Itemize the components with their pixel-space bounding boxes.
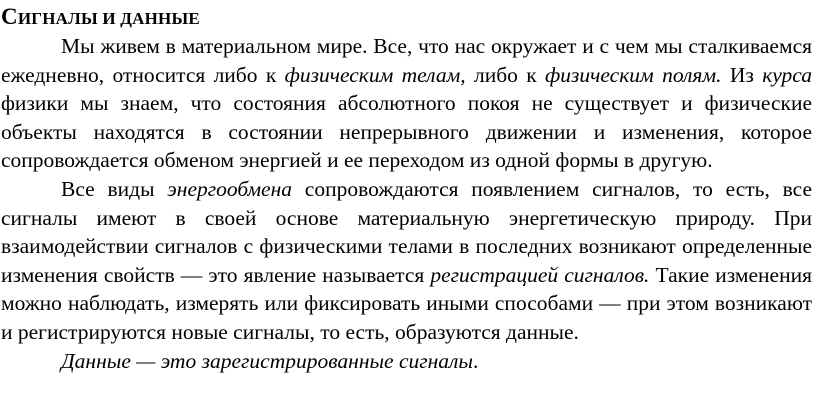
paragraph-signals-text-1: Все виды <box>61 176 168 201</box>
paragraph-intro-text-1: Мы живем в материальном мире. Все, что нас окружает и с чем мы сталкиваемся ежедневно, относится либо к <box>1 34 812 87</box>
paragraph-intro-text-2: либо к <box>465 62 546 87</box>
definition-period: . <box>473 348 479 373</box>
paragraph-intro-text-3: Из <box>721 62 763 87</box>
term-course: курса <box>762 62 812 87</box>
definition-line <box>1 347 812 376</box>
term-physical-bodies: физическим телам, <box>284 62 466 87</box>
section-heading <box>1 4 812 32</box>
term-energy-exchange: энергообмена <box>167 176 293 201</box>
paragraph-intro <box>1 32 812 175</box>
heading-first-letter: С <box>1 4 18 29</box>
paragraph-signals-text-2: сопровождаются появлением сигналов, то есть, все сигналы имеют в своей основе материальную энергетическую природу. При взаимодействии сигналов с физическими телами в последних возникают определенные изменения свойств — это явление называется <box>1 176 812 287</box>
paragraph-intro-text-4: физики мы знаем, что состояния абсолютного покоя не существует и физические объекты находятся в состоянии непрерывного движении и изменения, которое сопровождается обменом энергией и ее переходом из одной формы в другую. <box>1 91 812 173</box>
heading-small-caps: ИГНАЛЫ И ДАННЫЕ <box>17 9 200 28</box>
definition-text: Данные — это зарегистрированные сигналы <box>61 348 473 373</box>
term-signal-registration: регистрацией сигналов. <box>430 262 650 287</box>
paragraph-signals-text-3: Такие изменения можно наблюдать, измерять или фиксировать иными способами — при этом возникают и регистрируются новые сигналы, то есть, образуются данные. <box>1 262 813 344</box>
paragraph-signals <box>1 175 812 347</box>
term-physical-fields: физическим полям. <box>545 62 722 87</box>
